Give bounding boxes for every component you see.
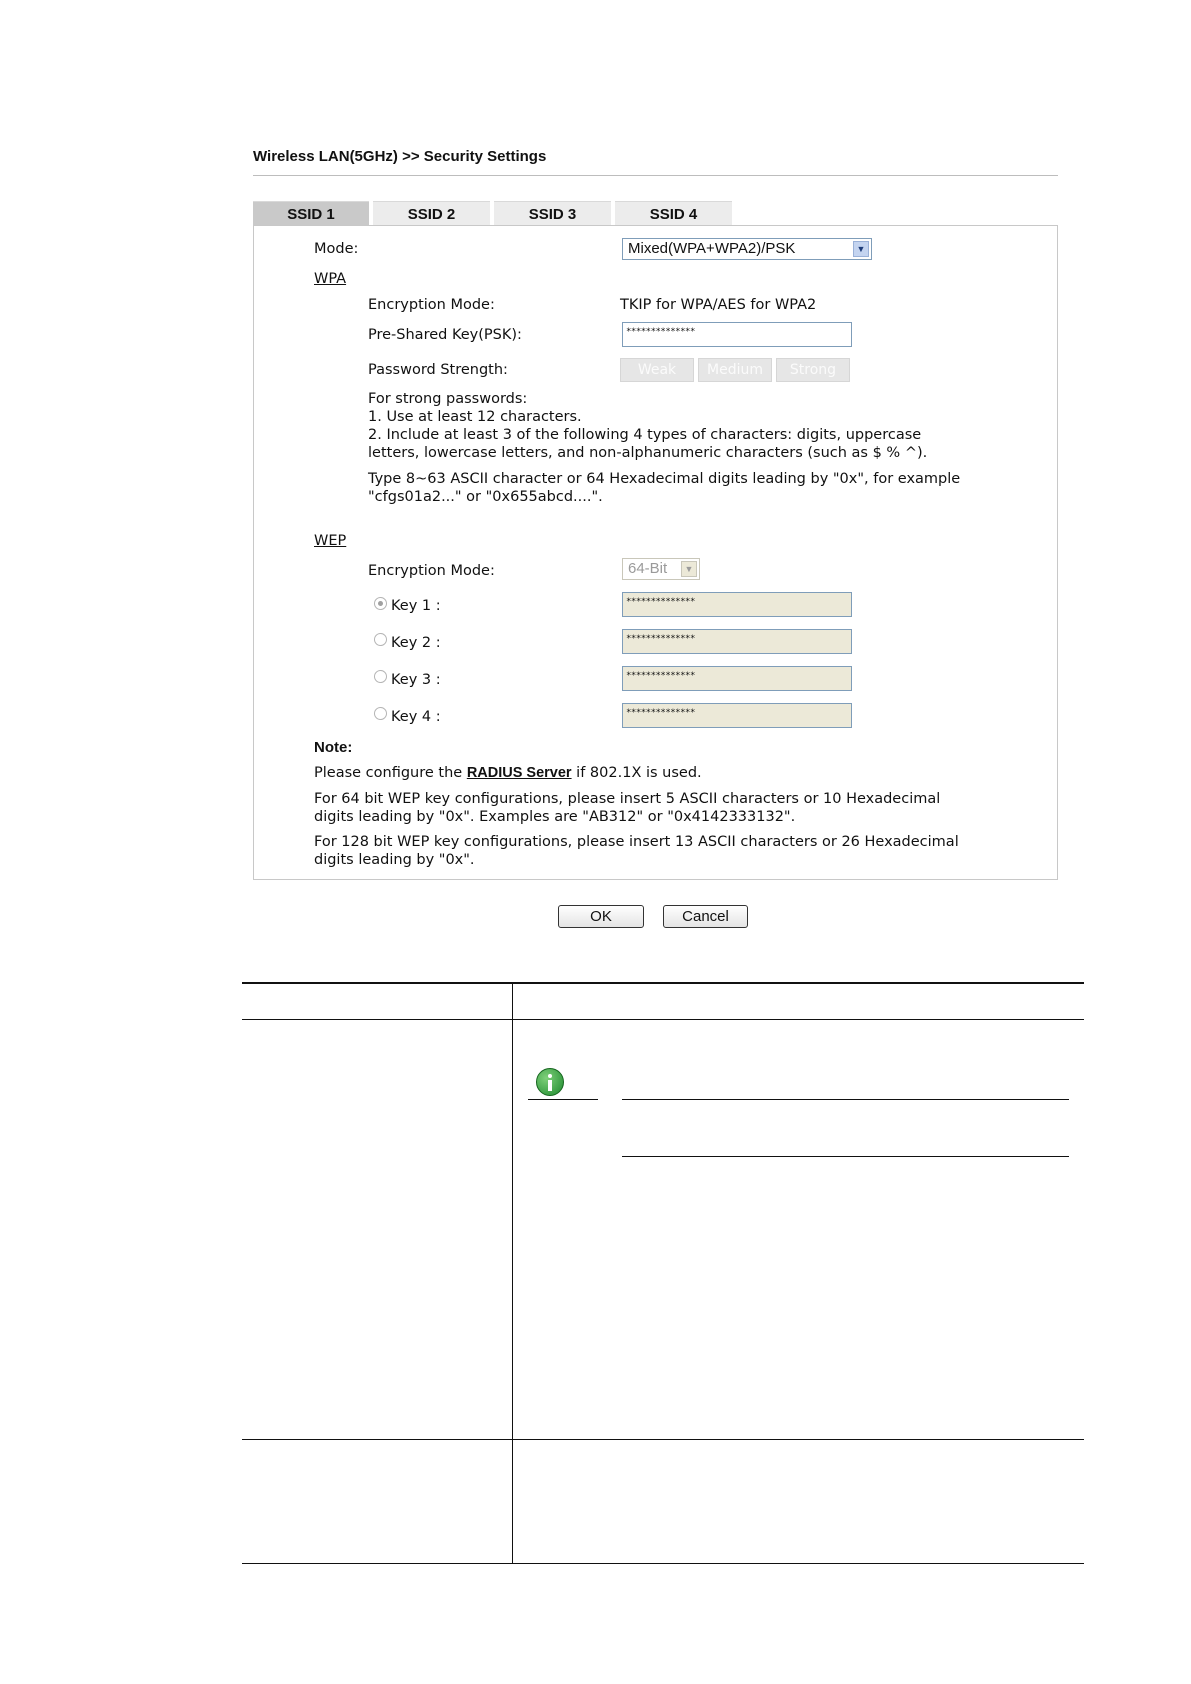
mode-select[interactable] — [622, 238, 872, 260]
note-radius-post: if 802.1X is used. — [571, 765, 702, 781]
table-row-rule — [242, 1439, 1084, 1440]
key-2-label: Key 2 : — [391, 635, 441, 651]
note-wep128-line-2: digits leading by "0x". — [314, 852, 475, 868]
key-4-input[interactable]: ************** — [622, 703, 852, 728]
tips-line-6: "cfgs01a2..." or "0x655abcd....". — [368, 489, 603, 505]
note-radius-line — [314, 764, 702, 782]
note-wep64-line-2: digits leading by "0x". Examples are "AB312" or "0x4142333132". — [314, 809, 796, 825]
psk-label: Pre-Shared Key(PSK): — [368, 327, 522, 343]
wpa-heading: WPA — [314, 271, 347, 287]
info-note-bottom-rule — [622, 1156, 1069, 1157]
wpa-encryption-value: TKIP for WPA/AES for WPA2 — [620, 297, 817, 313]
password-strength-label: Password Strength: — [368, 362, 508, 378]
chevron-down-icon: ▼ — [681, 561, 697, 577]
strength-weak: Weak — [620, 358, 694, 382]
note-radius-pre: Please configure the — [314, 765, 467, 781]
key-1-radio[interactable] — [374, 597, 387, 610]
psk-input[interactable]: ************** — [622, 322, 852, 347]
table-header-rule — [242, 1019, 1084, 1020]
tips-line-3: 2. Include at least 3 of the following 4 types of characters: digits, uppercase — [368, 427, 922, 443]
key-2-input[interactable]: ************** — [622, 629, 852, 654]
info-icon-rule — [528, 1099, 598, 1100]
cancel-button[interactable]: Cancel — [663, 905, 748, 928]
wep-encryption-label: Encryption Mode: — [368, 563, 495, 579]
tips-line-4: letters, lowercase letters, and non-alphanumeric characters (such as $ % ^). — [368, 445, 928, 461]
wep-encryption-value: 64-Bit — [628, 560, 668, 577]
tab-ssid-2[interactable]: SSID 2 — [373, 201, 490, 226]
table-bottom-rule — [242, 1563, 1084, 1564]
wpa-encryption-label: Encryption Mode: — [368, 297, 495, 313]
key-3-input[interactable]: ************** — [622, 666, 852, 691]
table-column-divider — [512, 982, 513, 1564]
strength-medium: Medium — [698, 358, 772, 382]
title-divider — [253, 175, 1058, 176]
tab-ssid-4[interactable]: SSID 4 — [615, 201, 732, 226]
radius-server-link[interactable]: RADIUS Server — [466, 765, 572, 781]
key-3-radio[interactable] — [374, 670, 387, 683]
tips-line-1: For strong passwords: — [368, 391, 528, 407]
note-wep128-line-1: For 128 bit WEP key configurations, please insert 13 ASCII characters or 26 Hexadecimal — [314, 834, 959, 850]
tips-line-5: Type 8~63 ASCII character or 64 Hexadecimal digits leading by "0x", for example — [368, 471, 961, 487]
key-2-radio[interactable] — [374, 633, 387, 646]
note-wep64-line-1: For 64 bit WEP key configurations, please insert 5 ASCII characters or 10 Hexadecimal — [314, 791, 941, 807]
key-4-radio[interactable] — [374, 707, 387, 720]
info-icon — [536, 1068, 564, 1096]
tab-ssid-3[interactable]: SSID 3 — [494, 201, 611, 226]
key-1-input[interactable]: ************** — [622, 592, 852, 617]
radio-selected-dot — [378, 601, 383, 606]
ok-button[interactable]: OK — [558, 905, 644, 928]
key-3-label: Key 3 : — [391, 672, 441, 688]
mode-label: Mode: — [314, 241, 359, 257]
chevron-down-icon: ▼ — [853, 241, 869, 257]
note-title: Note: — [314, 739, 353, 756]
key-1-label: Key 1 : — [391, 598, 441, 614]
key-4-label: Key 4 : — [391, 709, 441, 725]
mode-select-value: Mixed(WPA+WPA2)/PSK — [628, 240, 796, 257]
page-title: Wireless LAN(5GHz) >> Security Settings — [253, 148, 547, 165]
tab-ssid-1[interactable]: SSID 1 — [253, 201, 369, 226]
tips-line-2: 1. Use at least 12 characters. — [368, 409, 582, 425]
wep-encryption-select[interactable] — [622, 558, 700, 580]
strength-strong: Strong — [776, 358, 850, 382]
info-note-top-rule — [622, 1099, 1069, 1100]
wep-heading: WEP — [314, 533, 347, 549]
table-top-rule — [242, 982, 1084, 984]
